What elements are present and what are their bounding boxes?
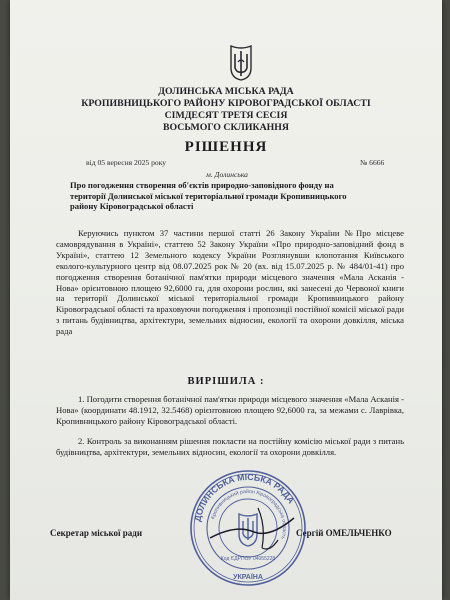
- document-date: від 05 вересня 2025 року: [86, 158, 167, 167]
- document-number: № 6666: [360, 158, 385, 167]
- decided-heading: ВИРІШИЛА :: [187, 376, 265, 387]
- document-title: РІШЕННЯ: [184, 139, 268, 155]
- decision-item-1: 1. Погодити створення ботанічної пам'ятки природи місцевого значення «Мала Асканія - Нова» (координати 48.1912, 32.5468) орієнтовною площею 92,6000 га, за межами с. Лаврівка, Кропивницького району Кіровоградської області.: [56, 394, 404, 426]
- session-name: СІМДЕСЯТ ТРЕТЯ СЕСІЯ: [164, 110, 288, 121]
- seal-inner-text: Кропивницький район Кіровоградська область: [210, 488, 288, 540]
- official-seal-icon: [188, 468, 308, 588]
- preamble-paragraph: Керуючись пунктом 37 частини першої статті 26 Закону України №Про місцеве самоврядування в Україні», статтею 52 Закону України «Про природно-заповідний фонд в Україні», статтею 12 Земельного кодексу України Розглянувши клопотання Київського еколого-культурного центр від 08.07.2025 рок № 20 (вх. від 15.07.2025 р. № 484/01-41) про погодження створення ботанічної пам'ятки природи місцевого значення «Мала Асканія - Нова» орієнтовною площею 92,6000 га, для охорони рослин, які занесені до Червоної книги на території Долинської міської територіальної громади Кропивницького району Кіровоградської області та враховуючи погодження і пропозиції постійної комісії міської ради з питань будівництва, архітектури, земельних відносин, екології та охорони довкілля, міська рада: [56, 228, 404, 337]
- signature-role: Секретар міської ради: [50, 528, 143, 538]
- district-name: КРОПИВНИЦЬКОГО РАЙОНУ КІРОВОГРАДСЬКОЇ ОБЛАСТІ: [81, 98, 371, 109]
- signature-name: Сергій ОМЕЛЬЧЕНКО: [296, 528, 392, 538]
- document-page: [10, 0, 442, 600]
- document-city: м. Долинська: [206, 170, 248, 179]
- signature-flourish-icon: [258, 508, 278, 549]
- decision-item-2: 2. Контроль за виконанням рішення покласти на постійну комісію міської ради з питань будівництва, архітектури, земельних відносин, екології та охорони довкілля.: [56, 436, 404, 457]
- seal-outer-text: ДОЛИНСЬКА МІСЬКА РАДА: [192, 471, 297, 523]
- convocation-name: ВОСЬМОГО СКЛИКАННЯ: [163, 122, 289, 133]
- document-subject: Про погодження створення об'єктів природно-заповідного фонду на території Долинської міської територіальної громади Кропивницького району Кіровоградської області: [70, 180, 347, 212]
- council-name: ДОЛИНСЬКА МІСЬКА РАДА: [158, 86, 294, 97]
- trident-crest-icon: [228, 42, 254, 82]
- seal-code: Код ЄДРПОУ 04055228: [220, 556, 276, 562]
- seal-country: УКРАЇНА: [233, 574, 263, 581]
